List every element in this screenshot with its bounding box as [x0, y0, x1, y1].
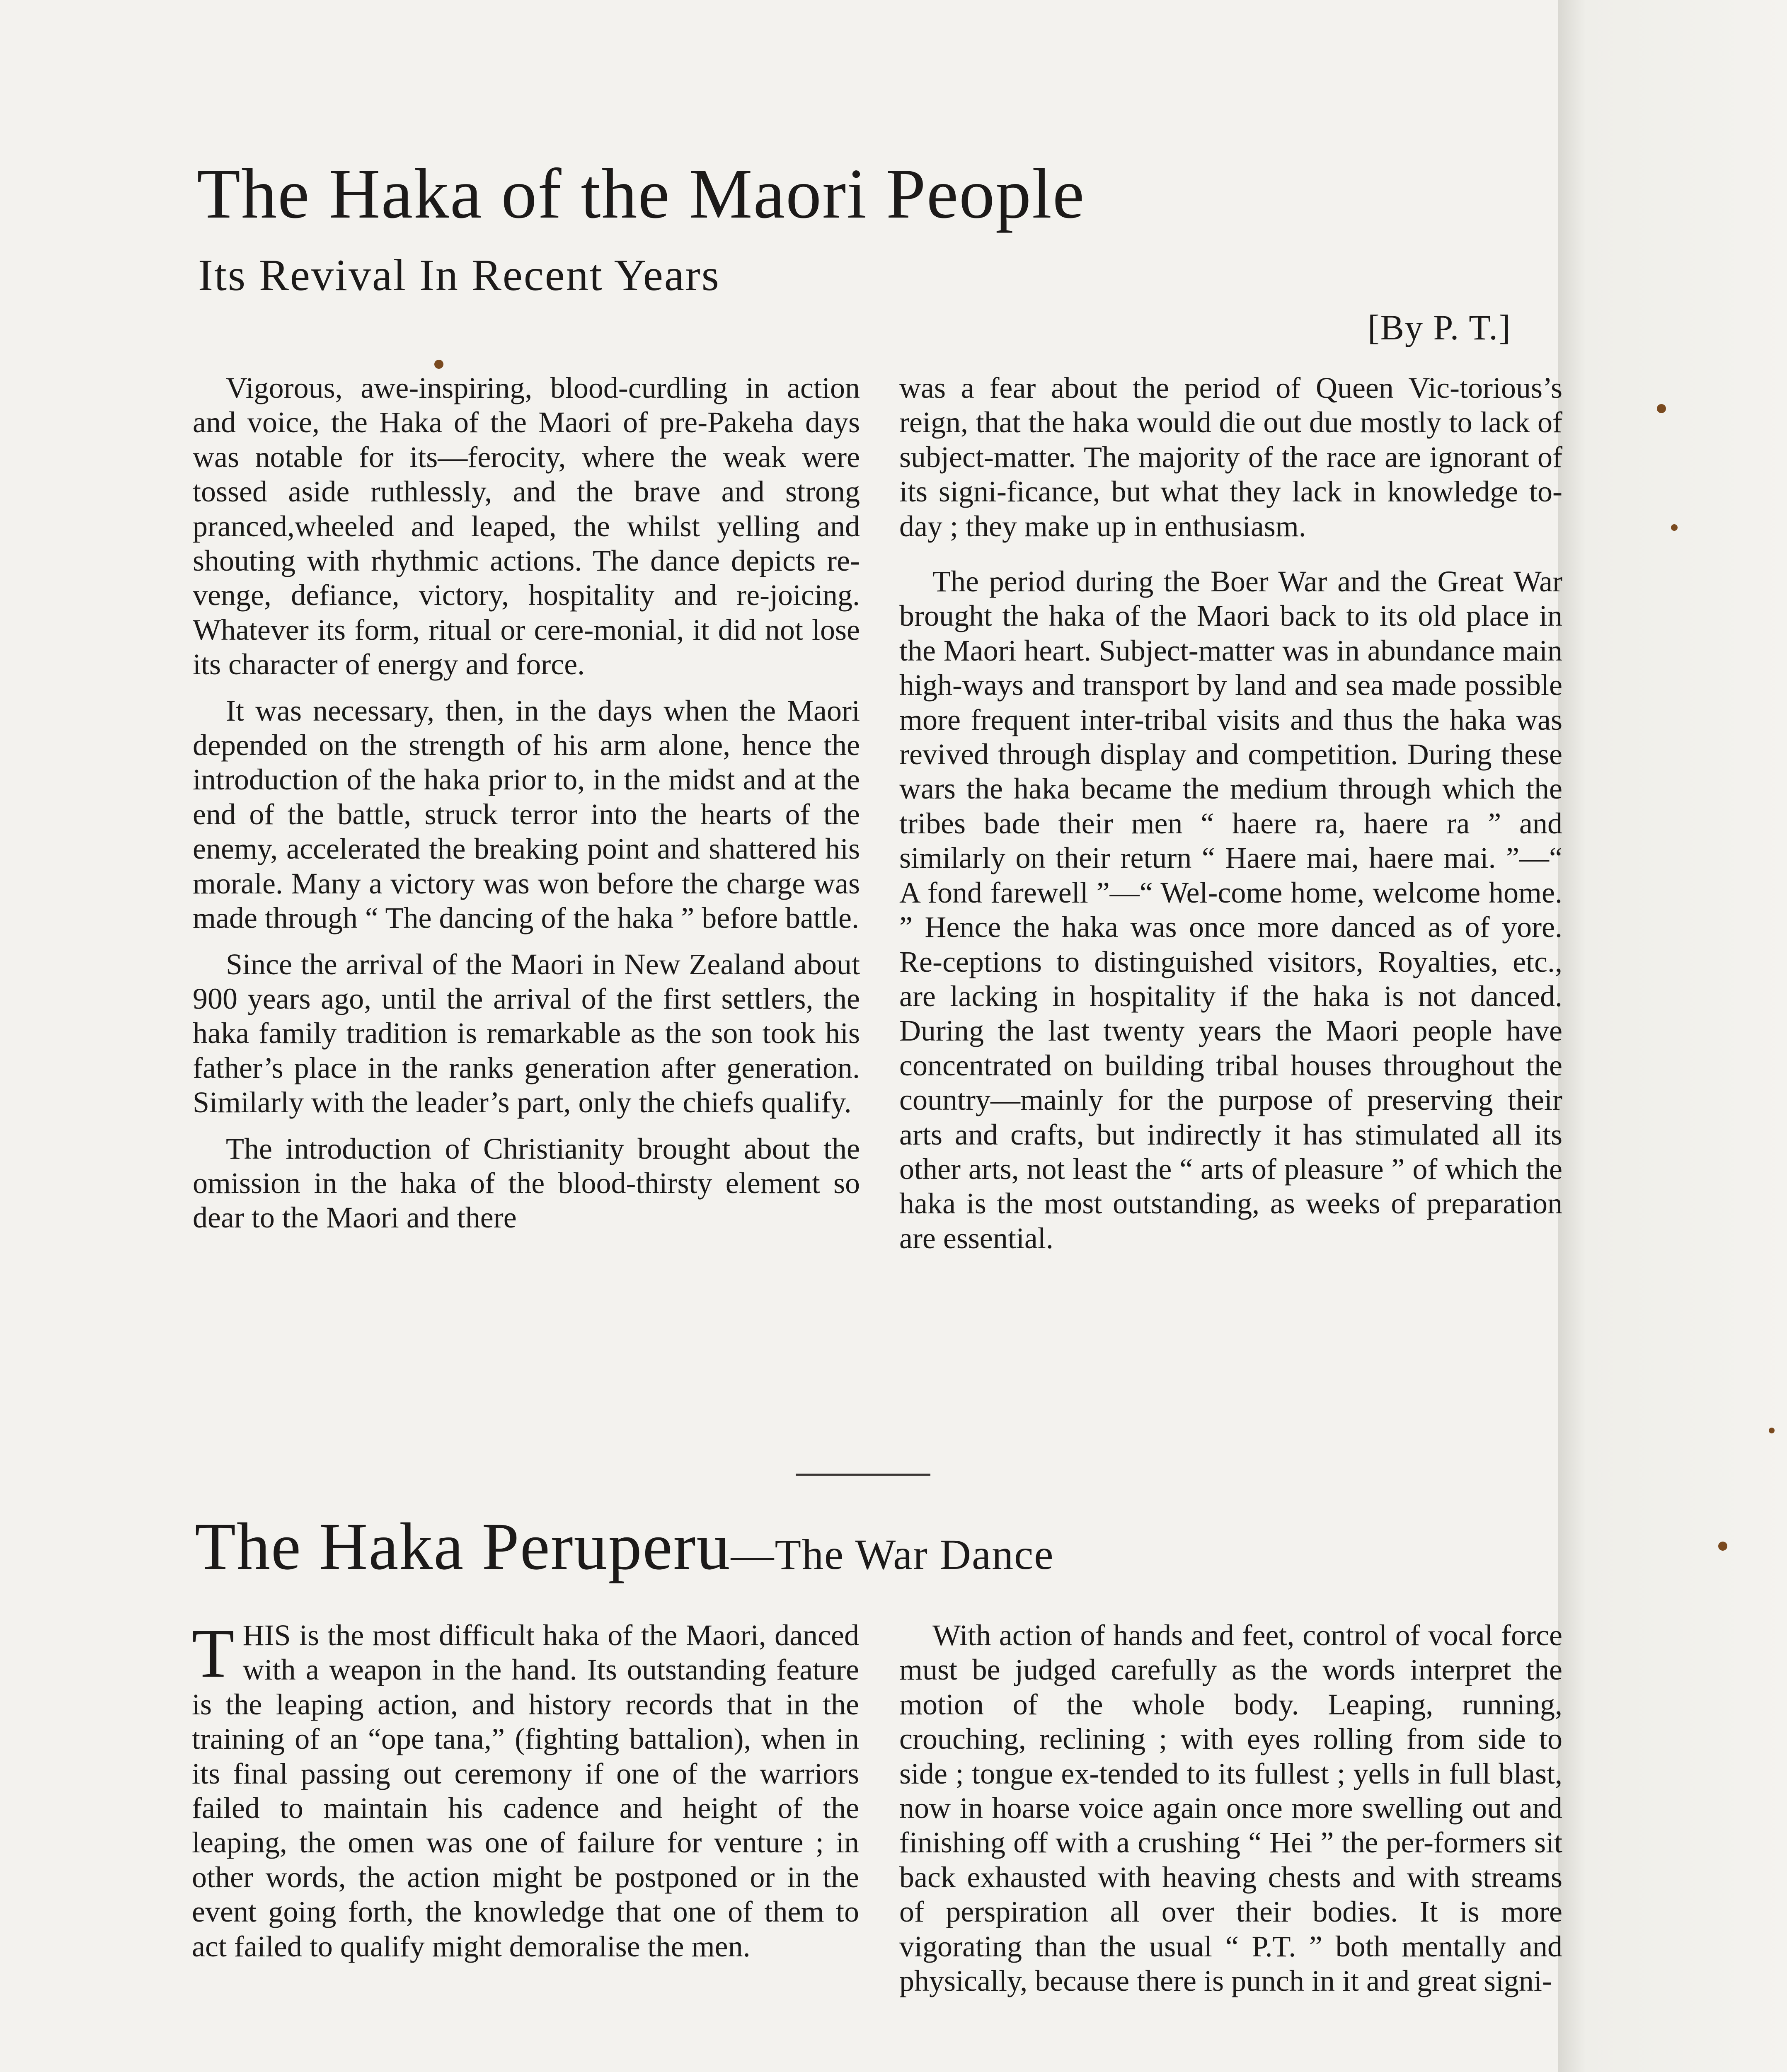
section-column-left — [192, 1615, 859, 1975]
article-subtitle: Its Revival In Recent Years — [198, 251, 720, 300]
paper-stain — [1718, 1542, 1727, 1551]
paragraph-text: HIS is the most difficult haka of the Maori, danced with a weapon in the hand. Its outstanding feature is the leaping action, and history records that in the training of an “ope tana,” (fighting battalion), when in its final passing out ceremony if one of the warriors failed to maintain his cadence and height of the leaping, the omen was one of failure for venture ; in other words, the action might be postponed or in the event going forth, the knowledge that one of them to act failed to qualify might demoralise the men. — [192, 1619, 859, 1963]
paragraph: Since the arrival of the Maori in New Zealand about 900 years ago, until the arrival of the first settlers, the haka family tradition is remarkable as the son took his father’s place in the ranks generation after generation. Similarly with the leader’s part, only the chiefs qualify. — [193, 947, 860, 1119]
paragraph: With action of hands and feet, control of vocal force must be judged carefully as the words interpret the motion of the whole body. Leaping, running, crouching, reclining ; with eyes rolling from side to side ; tongue ex-tended to its fullest ; yells in full blast, now in hoarse voice again once more swelling out and finishing off with a crushing “ Hei ” the per-formers sit back exhausted with heaving chests and with streams of perspiration all over their bodies. It is more vigorating than the usual “ P.T. ” both mentally and physically, because there is punch in it and great signi- — [899, 1619, 1562, 1998]
paper-stain — [1769, 1428, 1775, 1433]
paragraph: Vigorous, awe-inspiring, blood-curdling in action and voice, the Haka of the Maori of pre-Pakeha days was notable for its—ferocity, where the weak were tossed aside ruthlessly, and the brave and strong pranced,wheeled and leaped, the whilst yelling and shouting with rhythmic actions. The dance depicts re-venge, defiance, victory, hospitality and re-joicing. Whatever its form, ritual or cere-monial, it did not lose its character of energy and force. — [193, 371, 860, 681]
article-column-left — [193, 371, 860, 1247]
paragraph: The period during the Boer War and the Great War brought the haka of the Maori back to its old place in the Maori heart. Subject-matter was in abundance main high-ways and transport by land and sea made possible more frequent inter-tribal visits and thus the haka was revived through display and competition. During these wars the haka became the medium through which the tribes bade their men “ haere ra, haere ra ” and similarly on their return “ Haere mai, haere mai. ”—“ A fond farewell ”—“ Wel-come home, welcome home. ” Hence the haka was once more danced as of yore. Re-ceptions to distinguished visitors, Royalties, etc., are lacking in hospitality if the haka is not danced. During the last twenty years the Maori people have concentrated on building tribal houses throughout the country—mainly for the purpose of preserving their arts and crafts, but indirectly it has stimulated all its other arts, not least the “ arts of pleasure ” of which the haka is the most outstanding, as weeks of preparation are essential. — [899, 565, 1562, 1255]
section-title-sub: —The War Dance — [731, 1531, 1054, 1578]
paper-stain — [1671, 524, 1678, 531]
section-title-main: The Haka Peruperu — [195, 1510, 731, 1584]
drop-cap: T — [192, 1615, 235, 1692]
section-divider — [796, 1474, 930, 1476]
article-title: The Haka of the Maori People — [197, 155, 1085, 233]
paragraph: The introduction of Christianity brought about the omission in the haka of the blood-thirsty element so dear to the Maori and there — [193, 1132, 860, 1234]
section-title — [195, 1508, 1054, 1585]
paragraph: was a fear about the period of Queen Vic-torious’s reign, that the haka would die out due mostly to lack of subject-matter. The majority of the race are ignorant of its signi-ficance, but what they lack in knowledge to-day ; they make up in enthusiasm. — [899, 371, 1562, 543]
paragraph: It was necessary, then, in the days when the Maori depended on the strength of his arm alone, hence the introduction of the haka prior to, in the midst and at the end of the battle, struck terror into the hearts of the enemy, accelerated the breaking point and shattered his morale. Many a victory was won before the charge was made through “ The dancing of the haka ” before battle. — [193, 694, 860, 935]
author-byline: [By P. T.] — [1368, 307, 1511, 347]
article-column-right — [899, 371, 1562, 1267]
next-page-edge — [1558, 0, 1787, 2072]
paper-stain — [1657, 404, 1666, 413]
paper-stain — [434, 360, 443, 369]
section-column-right — [899, 1618, 1562, 2010]
paragraph — [192, 1615, 859, 1964]
